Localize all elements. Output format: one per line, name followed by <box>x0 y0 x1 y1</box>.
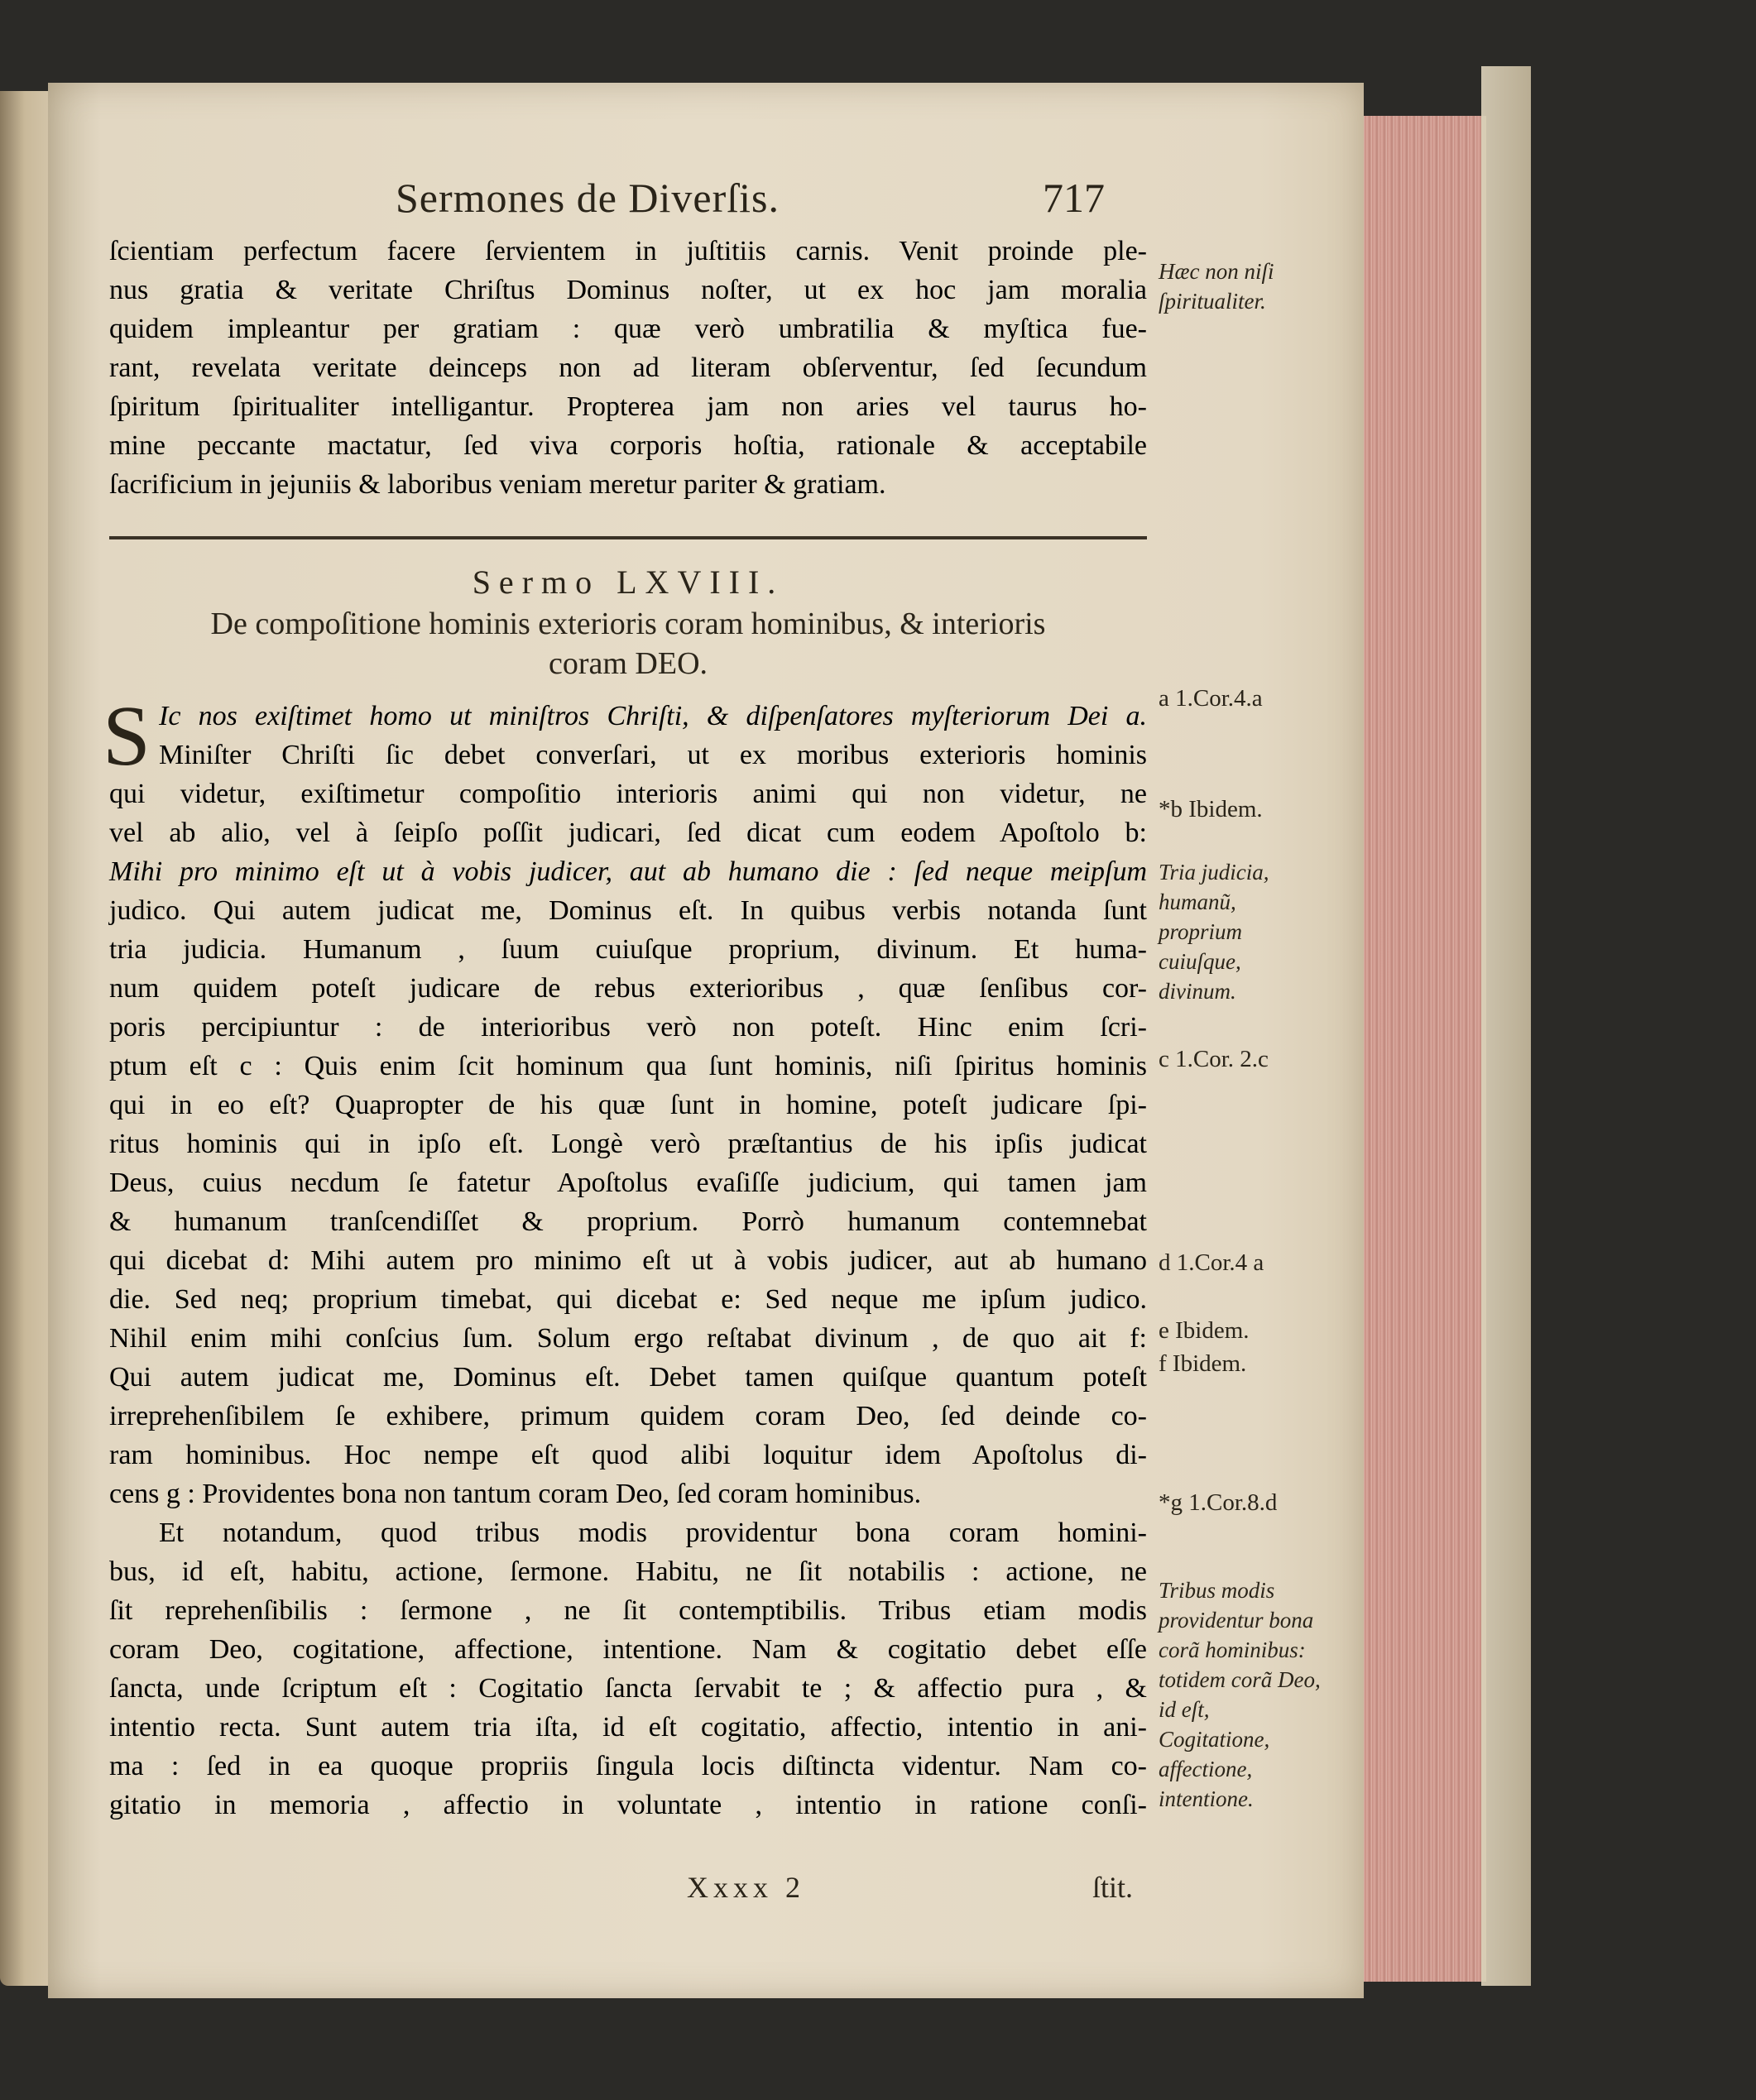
text-line: quidem impleantur per gratiam : quæ verò umbratilia & myſtica fue- <box>109 314 1147 344</box>
text-line: Miniſter Chriſti ſic debet converſari, ut ex moribus exterioris hominis <box>159 740 1147 770</box>
text-line: ptum eſt c : Quis enim ſcit hominum qua ſunt hominis, niſi ſpiritus hominis <box>109 1051 1147 1081</box>
text-line: Deus, cuius necdum ſe fatetur Apoſtolus evaſiſſe judicium, qui tamen jam <box>109 1167 1147 1198</box>
text-line: & humanum tranſcendiſſet & proprium. Porrò humanum contemnebat <box>109 1206 1147 1237</box>
signature-mark: Xxxx 2 <box>687 1871 805 1904</box>
sermon-title: Sermo LXVIII. <box>472 563 784 601</box>
text-line: Mihi pro minimo eſt ut à vobis judicer, aut ab humano die : ſed neque meipſum <box>109 856 1147 887</box>
sermon-body <box>109 697 1147 1824</box>
page-fore-edge <box>1357 116 1486 1982</box>
text-line: ma : ſed in ea quoque propriis ſingula locis diſtincta videntur. Nam co- <box>109 1751 1147 1781</box>
text-line: ſcientiam perfectum facere ſervientem in juſtitiis carnis. Venit proinde ple- <box>109 236 1147 266</box>
margin-note-tria-judicia: Tria judicia, humanũ, proprium cuiuſque, divinum. <box>1159 860 1269 1004</box>
text-line: Ic nos exiſtimet homo ut miniſtros Chriſti, & diſpenſatores myſteriorum Dei a. <box>159 701 1147 731</box>
text-line: ſpiritum ſpiritualiter intelligantur. Propterea jam non aries vel taurus ho- <box>109 391 1147 422</box>
text-line: bus, id eſt, habitu, actione, ſermone. Habitu, ne ſit notabilis : actione, ne <box>109 1556 1147 1587</box>
text-line: ſancta, unde ſcriptum eſt : Cogitatio ſancta ſervabit te ; & affectio pura , & <box>109 1673 1147 1704</box>
text-line: die. Sed neq; proprium timebat, qui dicebat e: Sed neque me ipſum judico. <box>109 1284 1147 1315</box>
text-line: Nihil enim mihi conſcius ſum. Solum ergo reſtabat divinum , de quo ait f: <box>109 1323 1147 1354</box>
text-line: intentio recta. Sunt autem tria iſta, id eſt cogitatio, affectio, intentio in ani- <box>109 1712 1147 1743</box>
text-line: cens g : Providentes bona non tantum coram Deo, ſed coram hominibus. <box>109 1479 922 1509</box>
text-line: qui in eo eſt? Quapropter de his quæ ſunt in homine, poteſt judicare ſpi- <box>109 1090 1147 1120</box>
margin-note-tribus-modis: Tribus modis providentur bona corã hominibus: totidem corã Deo, id eſt, Cogitatione, affectione, intentione. <box>1159 1578 1321 1811</box>
margin-ref-c: c 1.Cor. 2.c <box>1159 1046 1269 1072</box>
text-line: qui dicebat d: Mihi autem pro minimo eſt ut à vobis judicer, aut ab humano <box>109 1245 1147 1276</box>
margin-note-spiritual: Hæc non niſi ſpiritualiter. <box>1159 259 1274 314</box>
text-line: ſacrificium in jejuniis & laboribus veniam meretur pariter & gratiam. <box>109 469 886 500</box>
text-line: qui videtur, exiſtimetur compoſitio interioris animi qui non videtur, ne <box>109 779 1147 809</box>
text-line: ritus hominis qui in ipſo eſt. Longè verò præſtantius de his ipſis judicat <box>109 1129 1147 1159</box>
text-line: nus gratia & veritate Chriſtus Dominus noſter, ut ex hoc jam moralia <box>109 275 1147 305</box>
margin-ref-d: d 1.Cor.4 a <box>1159 1249 1264 1276</box>
text-line: irreprehenſibilem ſe exhibere, primum quidem coram Deo, ſed deinde co- <box>109 1401 1147 1431</box>
text-line: rant, revelata veritate deinceps non ad literam obſerventur, ſed ſecundum <box>109 352 1147 383</box>
text-line: ſit reprehenſibilis : ſermone , ne ſit contemptibilis. Tribus etiam modis <box>109 1595 1147 1626</box>
text-line: Qui autem judicat me, Dominus eſt. Debet tamen quiſque quantum poteſt <box>109 1362 1147 1393</box>
margin-ref-f: f Ibidem. <box>1159 1350 1247 1377</box>
margin-ref-b: *b Ibidem. <box>1159 796 1263 822</box>
running-header-title: Sermones de Diverſis. <box>396 175 780 221</box>
text-line: mine peccante mactatur, ſed viva corporis hoſtia, rationale & acceptabile <box>109 430 1147 461</box>
margin-ref-g: *g 1.Cor.8.d <box>1159 1489 1278 1516</box>
page-number: 717 <box>1043 175 1105 221</box>
subtitle-line: coram DEO. <box>548 646 708 681</box>
text-line: num quidem poteſt judicare de rebus exterioribus , quæ ſenſibus cor- <box>109 973 1147 1004</box>
text-line: poris percipiuntur : de interioribus verò non poteſt. Hinc enim ſcri- <box>109 1012 1147 1043</box>
drop-cap: S <box>103 688 151 784</box>
text-line: judico. Qui autem judicat me, Dominus eſt. In quibus verbis notanda ſunt <box>109 895 1147 926</box>
sermon-subtitle <box>109 604 1147 683</box>
text-line: tria judicia. Humanum , ſuum cuiuſque proprium, divinum. Et huma- <box>109 934 1147 965</box>
text-line: vel ab alio, vel à ſeipſo poſſit judicari, ſed dicat cum eodem Apoſtolo b: <box>109 817 1147 848</box>
top-paragraph <box>109 232 1147 504</box>
margin-ref-a: a 1.Cor.4.a <box>1159 685 1263 712</box>
section-divider <box>109 536 1147 539</box>
text-line: gitatio in memoria , affectio in voluntate , intentio in ratione conſi- <box>109 1790 1147 1820</box>
text-line: Et notandum, quod tribus modis providentur bona coram homini- <box>159 1517 1147 1548</box>
text-line: coram Deo, cogitatione, affectione, intentione. Nam & cogitatio debet eſſe <box>109 1634 1147 1665</box>
catchword: ſtit. <box>1092 1871 1134 1904</box>
subtitle-line: De compoſitione hominis exterioris coram hominibus, & interioris <box>210 607 1046 641</box>
margin-ref-e: e Ibidem. <box>1159 1317 1250 1344</box>
text-line: ram hominibus. Hoc nempe eſt quod alibi loquitur idem Apoſtolus di- <box>109 1440 1147 1470</box>
book-cover-edge <box>1481 66 1531 1986</box>
